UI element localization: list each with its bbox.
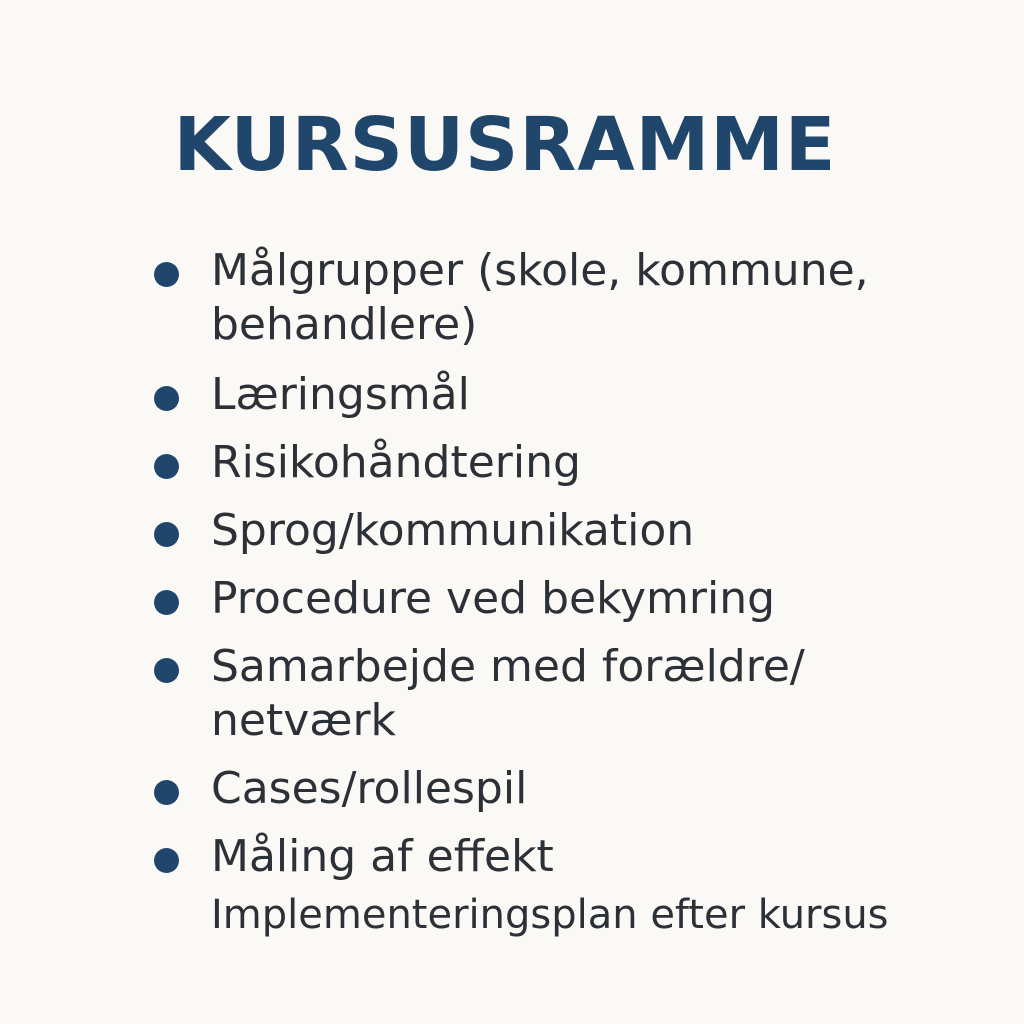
list-item-text bbox=[211, 244, 911, 352]
bullet-dot-icon bbox=[154, 658, 179, 683]
list-item-text bbox=[211, 830, 911, 884]
bullet-dot-icon bbox=[154, 590, 179, 615]
list-item-line-1: Procedure ved bekymring bbox=[211, 573, 776, 624]
list-item-line-1: Cases/rollespil bbox=[211, 763, 528, 814]
list-item-line-1: Risikohåndtering bbox=[211, 437, 581, 488]
list-item-text bbox=[211, 640, 911, 748]
list-item-line-1: Målgrupper (skole, kommune, bbox=[211, 245, 869, 296]
list-item-line-1: Læringsmål bbox=[211, 369, 470, 420]
list-item-text bbox=[211, 504, 911, 558]
list-item-line-1: Samarbejde med forældre/ bbox=[211, 641, 805, 692]
bullet-dot-icon bbox=[154, 454, 179, 479]
bullet-dot-icon bbox=[154, 522, 179, 547]
bullet-dot-icon bbox=[154, 848, 179, 873]
list-item-line-2: behandlere) bbox=[211, 299, 478, 350]
bullet-dot-icon bbox=[154, 262, 179, 287]
list-item-text bbox=[211, 762, 911, 816]
list-item-line-2: netværk bbox=[211, 695, 397, 746]
list-item-line-1: Måling af effekt bbox=[211, 831, 554, 882]
list-item-text bbox=[211, 368, 911, 422]
list-item-line-1: Sprog/kommunikation bbox=[211, 505, 695, 556]
bullet-dot-icon bbox=[154, 780, 179, 805]
bullet-dot-icon bbox=[154, 386, 179, 411]
list-item-text bbox=[211, 436, 911, 490]
page-title: KURSUSRAMME bbox=[173, 102, 837, 188]
list-item-text bbox=[211, 572, 911, 626]
implementation-plan-text: Implementeringsplan efter kursus bbox=[211, 892, 889, 938]
